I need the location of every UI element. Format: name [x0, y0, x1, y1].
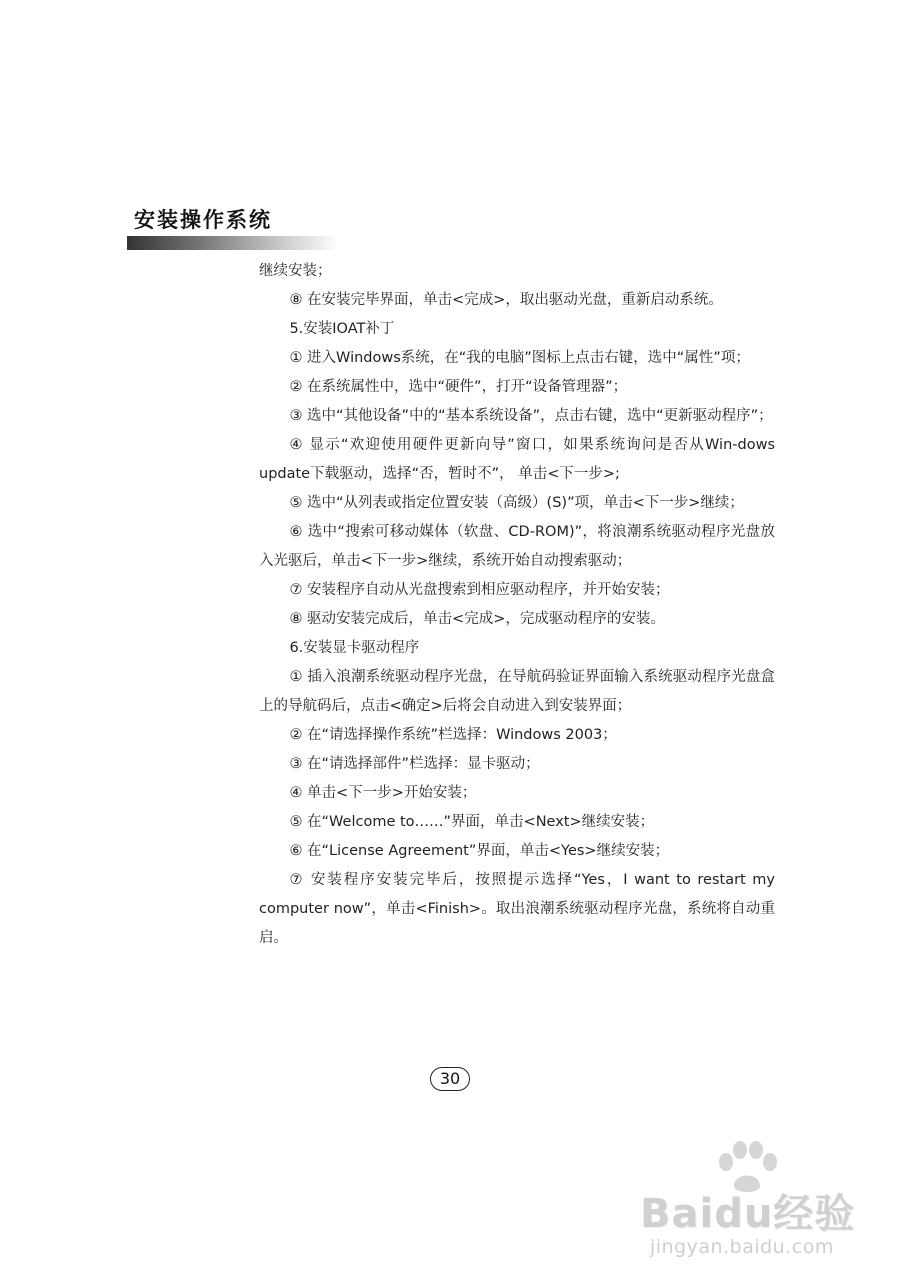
watermark-url: jingyan.baidu.com	[650, 1236, 834, 1258]
paragraph: ① 进入Windows系统，在“我的电脑”图标上点击右键，选中“属性”项；	[289, 350, 750, 366]
paragraph: ① 插入浪潮系统驱动程序光盘，在导航码验证界面输入系统驱动程序光盘盒上的导航码后，点击<确定>后将会自动进入到安装界面；	[259, 669, 775, 714]
paragraph: ④ 显示“欢迎使用硬件更新向导”窗口，如果系统询问是否从Win-dows update下载驱动，选择“否，暂时不”， 单击<下一步>;	[259, 437, 775, 482]
paragraph: ⑦ 安装程序自动从光盘搜索到相应驱动程序，并开始安装；	[289, 582, 670, 598]
paragraph-continue: 继续安装；	[259, 263, 332, 279]
title-underline-bar	[127, 236, 339, 250]
paragraph: ③ 在“请选择部件”栏选择：显卡驱动；	[289, 756, 540, 772]
paragraph: ④ 单击<下一步>开始安装；	[289, 785, 477, 801]
paragraph: ⑧ 驱动安装完成后，单击<完成>，完成驱动程序的安装。	[289, 611, 665, 627]
paragraph: ⑤ 选中“从列表或指定位置安装（高级）(S)”项，单击<下一步>继续；	[289, 495, 744, 511]
paragraph: ⑥ 在“License Agreement”界面，单击<Yes>继续安装；	[289, 843, 670, 859]
paragraph: ② 在系统属性中，选中“硬件”，打开“设备管理器”；	[289, 379, 628, 395]
body-text	[259, 257, 775, 953]
section-title: 安装操作系统	[134, 208, 272, 232]
paragraph: ⑧ 在安装完毕界面，单击<完成>，取出驱动光盘，重新启动系统。	[289, 292, 723, 308]
baidu-watermark	[640, 1140, 870, 1260]
paragraph: ⑥ 选中“搜索可移动媒体（软盘、CD-ROM)”，将浪潮系统驱动程序光盘放入光驱后，单击<下一步>继续，系统开始自动搜索驱动；	[259, 524, 775, 569]
paragraph: ③ 选中“其他设备”中的“基本系统设备”，点击右键，选中“更新驱动程序”；	[289, 408, 773, 424]
paragraph: ② 在“请选择操作系统”栏选择：Windows 2003；	[289, 727, 617, 743]
subsection-heading-display-driver: 6.安装显卡驱动程序	[289, 640, 420, 656]
paragraph: ⑦ 安装程序安装完毕后，按照提示选择“Yes，I want to restart my computer now”，单击<Finish>。取出浪潮系统驱动程序光盘，系统将自动重启。	[259, 872, 775, 946]
watermark-logo-text: Baidu经验	[640, 1191, 856, 1237]
page-number: 30	[430, 1067, 470, 1091]
subsection-heading-ioat: 5.安装IOAT补丁	[289, 321, 395, 337]
paragraph: ⑤ 在“Welcome to……”界面，单击<Next>继续安装；	[289, 814, 655, 830]
